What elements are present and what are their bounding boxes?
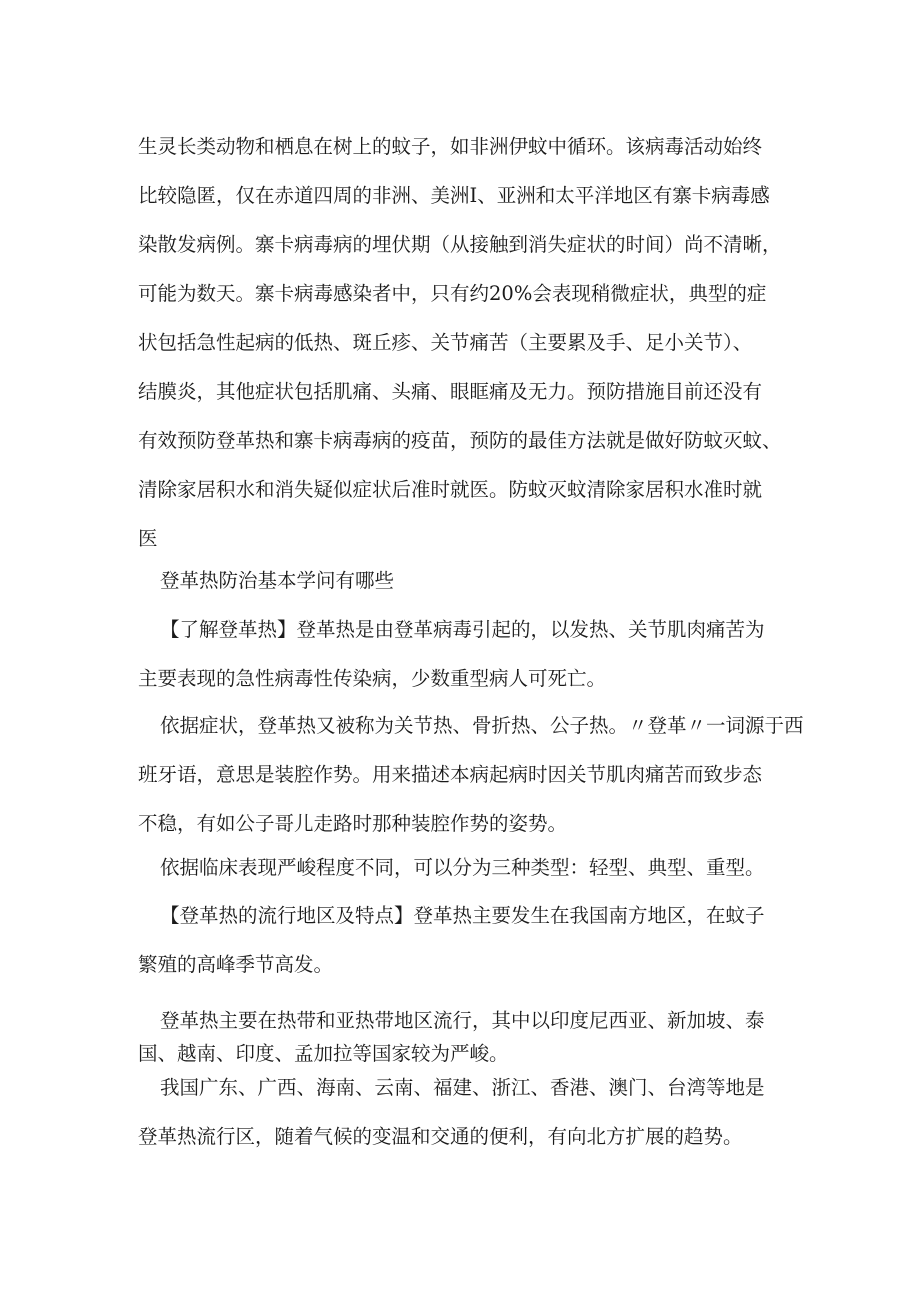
text-line: 繁殖的高峰季节高发。	[138, 953, 334, 976]
paragraph-types	[138, 843, 798, 892]
text-line: 比较隐匿，仅在赤道四周的非洲、美洲I、亚洲和太平洋地区有寨卡病毒感	[138, 184, 770, 207]
paragraph-symptoms	[138, 701, 804, 848]
text-line: 清除家居积水和消失疑似症状后准时就医。防蚊灭蚊清除家居积水准时就	[138, 478, 763, 501]
text-line: 医	[138, 527, 158, 550]
text-line: 不稳，有如公子哥儿走路时那种装腔作势的姿势。	[138, 812, 568, 835]
text-line: 生灵长类动物和栖息在树上的蚊子，如非洲伊蚊中循环。该病毒活动始终	[138, 135, 763, 158]
text-line: 依据临床表现严峻程度不同，可以分为三种类型：轻型、典型、重型。	[160, 856, 765, 879]
text-line: 有效预防登革热和寨卡病毒病的疫苗，预防的最佳方法就是做好防蚊灭蚊、	[138, 429, 782, 452]
text-line: 班牙语，意思是装腔作势。用来描述本病起病时因关节肌肉痛苦而致步态	[138, 763, 763, 786]
text-line: 【了解登革热】登革热是由登革病毒引起的，以发热、关节肌肉痛苦为	[160, 618, 765, 641]
text-line: 状包括急性起病的低热、斑丘疹、关节痛苦（主要累及手、足小关节）、	[138, 331, 753, 354]
text-line: 登革热流行区，随着气候的变温和交通的便利，有向北方扩展的趋势。	[138, 1125, 743, 1148]
text-line: 依据症状，登革热又被称为关节热、骨折热、公子热。〃登革〃一词源于西	[160, 714, 804, 737]
paragraph-regions	[138, 891, 798, 989]
paragraph-zika	[138, 122, 798, 563]
paragraph-china	[138, 1063, 798, 1161]
heading-line: 登革热防治基本学问有哪些	[160, 569, 395, 592]
section-heading	[138, 556, 798, 605]
text-line: 主要表现的急性病毒性传染病，少数重型病人可死亡。	[138, 667, 607, 690]
text-line: 我国广东、广西、海南、云南、福建、浙江、香港、澳门、台湾等地是	[160, 1076, 765, 1099]
text-line: 【登革热的流行地区及特点】登革热主要发生在我国南方地区，在蚊子	[160, 904, 765, 927]
text-line: 登革热主要在热带和亚热带地区流行，其中以印度尼西亚、新加坡、泰	[160, 1009, 765, 1032]
text-line: 染散发病例。寨卡病毒病的埋伏期（从接触到消失症状的时间）尚不清晰，	[138, 233, 782, 256]
text-line: 结膜炎，其他症状包括肌痛、头痛、眼眶痛及无力。预防措施目前还没有	[138, 380, 763, 403]
paragraph-tropics	[138, 1004, 798, 1070]
paragraph-intro	[138, 605, 798, 703]
text-line: 国、越南、印度、孟加拉等国家较为严峻。	[138, 1042, 509, 1065]
text-line: 可能为数天。寨卡病毒感染者中，只有约20%会表现稍微症状，典型的症	[138, 282, 767, 305]
